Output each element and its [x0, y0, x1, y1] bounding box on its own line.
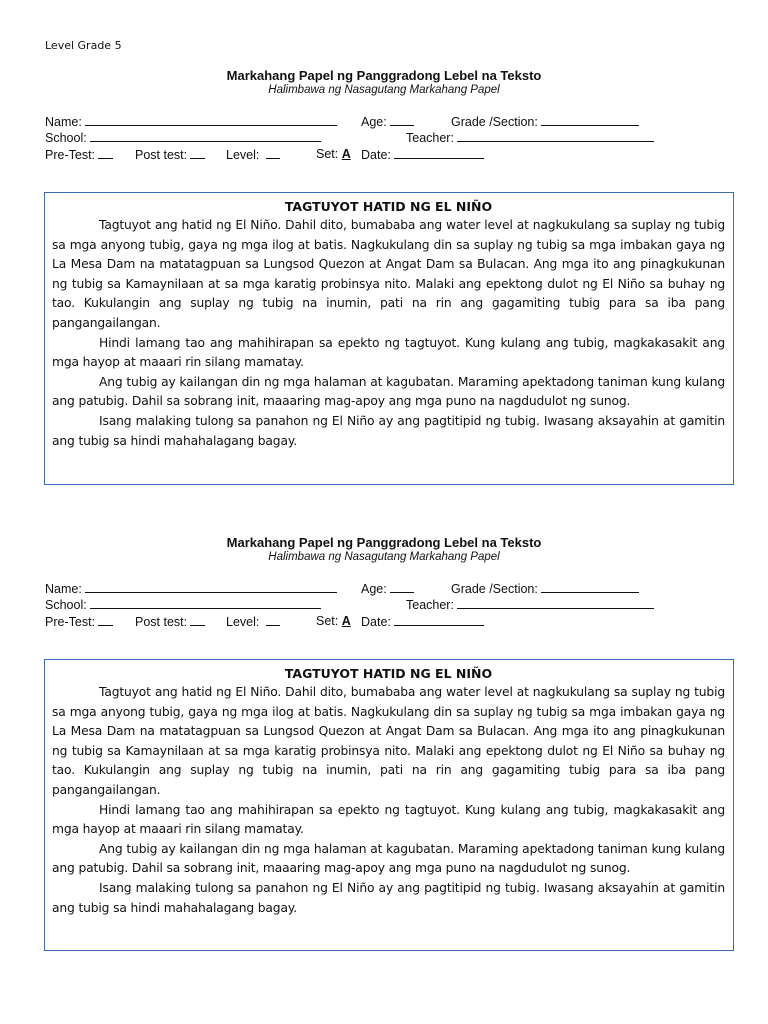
story-paragraph: Tagtuyot ang hatid ng El Niño. Dahil dito, bumababa ang water level at nagkukulang sa suplay ng tubig sa mga anyong tubig, gaya ng mga ilog at batis. Nagkukulang din sa suplay ng tubig sa mga imbakan gaya ng La Mesa Dam na matatagpuan sa Lungsod Quezon at Angat Dam sa Bulacan. Ang mga ito ang pinagkukunan ng tubig sa Kamaynilaan at sa mga karatig probinsya nito. Malaki ang epektong dulot ng El Niño sa buhay ng tao. Kukulangin ang suplay ng tubig na inumin, pati na rin ang gagamiting tubig para sa iba pang pangangailangan.	[52, 685, 725, 797]
set-label: Set:	[316, 147, 339, 161]
name-label: Name:	[45, 115, 82, 129]
posttest-field	[135, 614, 205, 629]
date-blank	[394, 614, 484, 626]
grade-section-label: Grade /Section:	[451, 582, 538, 596]
age-field	[361, 114, 414, 129]
set-label: Set:	[316, 614, 339, 628]
form-subtitle: Halimbawa ng Nasagutang Markahang Papel	[268, 84, 500, 96]
school-field	[45, 130, 321, 145]
posttest-blank	[190, 614, 205, 626]
date-field	[361, 614, 484, 629]
story-box-2	[44, 659, 734, 951]
story-paragraph: Hindi lamang tao ang mahihirapan sa epekto ng tagtuyot. Kung kulang ang tubig, magkakasakit ang mga hayop at maaari rin silang mamatay.	[52, 802, 725, 837]
grade-section-field	[451, 114, 639, 129]
level-label: Level:	[226, 148, 260, 162]
level-field	[226, 147, 280, 162]
teacher-label: Teacher:	[406, 598, 454, 612]
posttest-blank	[190, 147, 205, 159]
grade-section-blank	[541, 581, 639, 593]
grade-section-blank	[541, 114, 639, 126]
level-grade-label: Level Grade 5	[45, 39, 122, 52]
posttest-field	[135, 147, 205, 162]
story-box-1	[44, 192, 734, 485]
name-label: Name:	[45, 582, 82, 596]
teacher-blank	[457, 130, 654, 142]
story-paragraph: Isang malaking tulong sa panahon ng El Niño ay ang pagtitipid ng tubig. Iwasang aksayahin at gamitin ang tubig sa hindi mahahalagang bagay.	[52, 880, 725, 915]
name-field	[45, 114, 337, 129]
pretest-field	[45, 614, 113, 629]
pretest-label: Pre-Test:	[45, 615, 96, 629]
level-blank	[266, 147, 280, 159]
date-blank	[394, 147, 484, 159]
age-label: Age:	[361, 115, 387, 129]
school-blank	[90, 597, 321, 609]
form-title: Markahang Papel ng Panggradong Lebel na Teksto	[226, 535, 542, 550]
school-field	[45, 597, 321, 612]
name-blank	[85, 581, 337, 593]
story-title: TAGTUYOT HATID NG EL NIÑO	[284, 666, 493, 681]
teacher-field	[406, 130, 654, 145]
teacher-blank	[457, 597, 654, 609]
set-value: A	[341, 147, 351, 161]
age-field	[361, 581, 414, 596]
teacher-field	[406, 597, 654, 612]
date-field	[361, 147, 484, 162]
name-field	[45, 581, 337, 596]
story-paragraph: Ang tubig ay kailangan din ng mga halaman at kagubatan. Maraming apektadong taniman kung kulang ang patubig. Dahil sa sobrang init, maaaring mag-apoy ang mga puno na nagdudulot ng sunog.	[52, 841, 725, 876]
set-field	[316, 147, 351, 161]
school-blank	[90, 130, 321, 142]
school-label: School:	[45, 131, 87, 145]
name-blank	[85, 114, 337, 126]
age-label: Age:	[361, 582, 387, 596]
posttest-label: Post test:	[135, 148, 188, 162]
set-value: A	[341, 614, 351, 628]
grade-section-field	[451, 581, 639, 596]
level-field	[226, 614, 280, 629]
grade-section-label: Grade /Section:	[451, 115, 538, 129]
story-paragraph: Ang tubig ay kailangan din ng mga halaman at kagubatan. Maraming apektadong taniman kung kulang ang patubig. Dahil sa sobrang init, maaaring mag-apoy ang mga puno na nagdudulot ng sunog.	[52, 374, 725, 409]
story-paragraph: Tagtuyot ang hatid ng El Niño. Dahil dito, bumababa ang water level at nagkukulang sa suplay ng tubig sa mga anyong tubig, gaya ng mga ilog at batis. Nagkukulang din sa suplay ng tubig sa mga imbakan gaya ng La Mesa Dam na matatagpuan sa Lungsod Quezon at Angat Dam sa Bulacan. Ang mga ito ang pinagkukunan ng tubig sa Kamaynilaan at sa mga karatig probinsya nito. Malaki ang epektong dulot ng El Niño sa buhay ng tao. Kukulangin ang suplay ng tubig na inumin, pati na rin ang gagamiting tubig para sa iba pang pangangailangan.	[52, 218, 725, 330]
form-subtitle: Halimbawa ng Nasagutang Markahang Papel	[268, 551, 500, 563]
level-label: Level:	[226, 615, 260, 629]
pretest-label: Pre-Test:	[45, 148, 96, 162]
story-paragraph: Isang malaking tulong sa panahon ng El Niño ay ang pagtitipid ng tubig. Iwasang aksayahin at gamitin ang tubig sa hindi mahahalagang bagay.	[52, 413, 725, 448]
date-label: Date:	[361, 615, 391, 629]
pretest-field	[45, 147, 113, 162]
pretest-blank	[98, 614, 113, 626]
story-paragraph: Hindi lamang tao ang mahihirapan sa epekto ng tagtuyot. Kung kulang ang tubig, magkakasakit ang mga hayop at maaari rin silang mamatay.	[52, 335, 725, 370]
school-label: School:	[45, 598, 87, 612]
pretest-blank	[98, 147, 113, 159]
set-field	[316, 614, 351, 628]
date-label: Date:	[361, 148, 391, 162]
age-blank	[390, 581, 414, 593]
posttest-label: Post test:	[135, 615, 188, 629]
story-title: TAGTUYOT HATID NG EL NIÑO	[284, 199, 493, 214]
age-blank	[390, 114, 414, 126]
form-title: Markahang Papel ng Panggradong Lebel na Teksto	[226, 68, 542, 83]
level-blank	[266, 614, 280, 626]
teacher-label: Teacher:	[406, 131, 454, 145]
